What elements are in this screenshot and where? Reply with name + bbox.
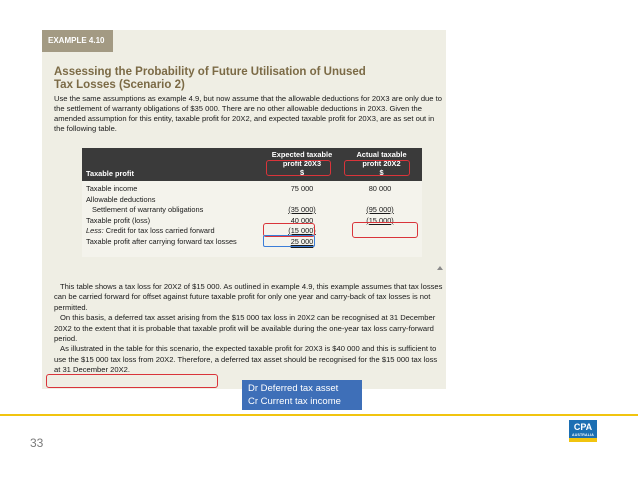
row-label: Settlement of warranty obligations [92,205,204,214]
row-label: Allowable deductions [86,194,156,204]
table-row [82,195,422,206]
example-tag: EXAMPLE 4.10 [42,30,113,52]
slide-number: 33 [30,436,44,450]
scroll-up-icon[interactable] [437,266,443,270]
row-label: Taxable profit (loss) [86,215,151,225]
row-value-20x3: (35 000) [288,205,316,214]
highlight-loss-credit [263,235,315,247]
paragraph: As illustrated in the table for this scenario, the expected taxable profit for 20X3 is $40 000 and this is sufficient to use the $15 000 tax loss from 20X2. Therefore, a deferred tax asset should be recognised for the $15 000 tax loss at 31 December 20X2. [54,344,438,375]
row-label: Taxable profit after carrying forward tax losses [86,236,237,246]
textbook-page-image [42,30,446,389]
header-actual-20x2: Actual taxable profit 20X2 $ [356,150,407,177]
journal-credit-line: Cr Current tax income [248,396,341,407]
intro-paragraph: Use the same assumptions as example 4.9, but now assume that the allowable deductions for 20X3 are only due to the settlement of warranty obligations of $35 000. There are no other allowable deductions in 20X3. Given the amended assumption for this entity, taxable profit for 20X2, and expected taxable profit for 20X3, are as set out in the following table. [54,94,442,133]
table-row [82,181,422,195]
row-value-20x3: 25 000 [290,236,314,246]
row-value-20x2: 80 000 [368,184,392,193]
explanation-text [54,282,444,376]
paragraph: This table shows a tax loss for 20X2 of $15 000. As outlined in example 4.9, this example assumes that tax losses can be carried forward for offset against future taxable profit for only one year and carry-back of tax losses is not permitted. [54,282,443,312]
journal-entry-callout [242,380,362,410]
table-row [82,237,422,248]
row-value-20x3: 40 000 [290,215,314,225]
row-label: Less: Credit for tax loss carried forward [86,226,215,235]
highlight-expected-header [266,160,331,176]
table-row [82,205,422,216]
paragraph: On this basis, a deferred tax asset arising from the $15 000 tax loss in 20X2 can be recognised at 31 December 20X2 to the extent that it is probable that taxable profit will be available during the one-year tax loss carry-forward period. [54,313,436,344]
example-heading: Assessing the Probability of Future Utilisation of Unused Tax Losses (Scenario 2) [54,66,366,91]
highlight-actual-header [344,160,410,176]
highlight-conclusion [46,374,218,388]
row-value-20x3: 75 000 [290,184,314,193]
header-taxable-profit: Taxable profit [86,169,134,178]
table-body [82,181,422,257]
row-value-20x2: (15 000) [366,215,394,225]
journal-debit-line: Dr Deferred tax asset [248,383,339,394]
row-value-20x3: (15 000) [288,226,316,235]
row-value-20x2: (95 000) [366,205,394,214]
highlight-tax-loss-20x2 [352,222,418,238]
header-expected-20x3: Expected taxable profit 20X3 $ [271,150,333,177]
cpa-logo: CPA AUSTRALIA [569,420,597,442]
row-label: Taxable income [86,184,138,193]
footer-divider [0,414,638,416]
